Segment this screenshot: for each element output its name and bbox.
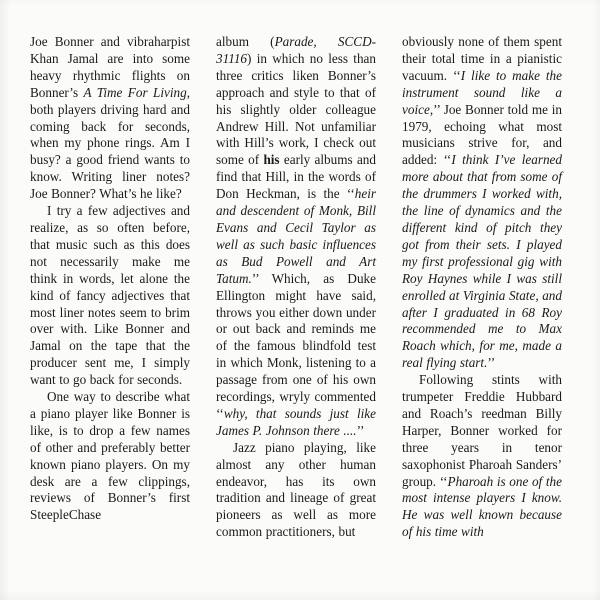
italic-text: I think I’ve learned more about that from some of the drummers I worked with, the line of dynamics and the different kind of pitch they got from their sets. I played my first professional gig with Roy Haynes while I was still enrolled at Virginia State, and after I graduated in 68 Roy recommended me to Max Roach which, for me, made a real flying start.	[402, 152, 562, 371]
body-text: early albums and find that Hill, in the words of Don Heckman, is the ‘‘	[216, 152, 376, 202]
body-text: Jazz piano playing, like almost any other human endeavor, has its own tradition and lineage of great pioneers as well as more common practitioners, but	[216, 439, 376, 540]
bold-text: his	[263, 152, 280, 168]
body-text: obviously none of them spent their total time in a pianistic vacuum. ‘‘	[402, 34, 562, 83]
paragraph	[30, 389, 190, 524]
body-text: ’’ Which, as Duke Ellington might have said, throws you either down under or out back and reminds me of the famous blindfold test in which Monk, listening to a passage from one of his own recordings, wryly commented ‘‘	[216, 270, 376, 421]
italic-text: heir and descendent of Monk, Bill Evans and Cecil Taylor as well as such basic influences as Bud Powell and Art Tatum.	[216, 186, 376, 286]
paragraph	[30, 34, 190, 203]
paragraph	[402, 34, 562, 372]
paragraph	[402, 372, 562, 541]
body-text: ) in which no less than three critics liken Bonner’s approach and style to that of his slightly older colleague Andrew Hill. Not unfamiliar with Hill’s work, I check out some of	[216, 50, 376, 168]
body-text: I try a few adjectives and realize, as so often before, that music such as this does not necessarily make me think in words, let alone the kind of fancy adjectives that most liner notes seem to brim over with. Like Bonner and Jamal on the tape that the producer sent me, I simply want to go back for seconds.	[30, 203, 190, 388]
text-column-3	[402, 34, 562, 541]
text-column-2	[216, 34, 376, 541]
body-text: ’’ Joe Bonner told me in 1979, echoing what most musicians strive for, and added: ‘‘	[402, 101, 562, 168]
body-text: album (	[216, 34, 275, 49]
body-text: Following stints with trumpeter Freddie Hubbard and Roach’s reedman Billy Harper, Bonner worked for three years in tenor saxophonist Pharoah Sanders’ group. ‘‘	[402, 372, 562, 489]
italic-text: A Time For Living	[83, 84, 187, 100]
body-text: Joe Bonner and vibraharpist Khan Jamal are into some heavy rhythmic flights on Bonner’s	[30, 34, 190, 100]
paragraph	[216, 34, 376, 440]
italic-text: Pharoah is one of the most intense players I know. He was well known because of his time with	[402, 473, 562, 540]
italic-text: I like to make the instrument sound like a voice,	[402, 67, 562, 117]
paragraph	[216, 440, 376, 541]
paragraph	[30, 203, 190, 389]
italic-text: Parade, SCCD-31116	[216, 34, 377, 66]
body-text: One way to describe what a piano player like Bonner is like, is to drop a few names of other and preferably better known piano players. On my desk are a few clippings, reviews of Bonner’s first SteepleChase	[30, 389, 190, 523]
text-column-1	[30, 34, 190, 541]
body-text: , both players driving hard and coming back for seconds, when my phone rings. Am I busy? a good friend wants to know. Writing liner notes? Joe Bonner? What’s he like?	[30, 84, 190, 202]
body-text: ’’	[487, 355, 496, 371]
body-text: ’’	[356, 422, 365, 438]
italic-text: why, that sounds just like James P. Johnson there ....	[216, 405, 376, 438]
text-columns	[30, 34, 562, 541]
